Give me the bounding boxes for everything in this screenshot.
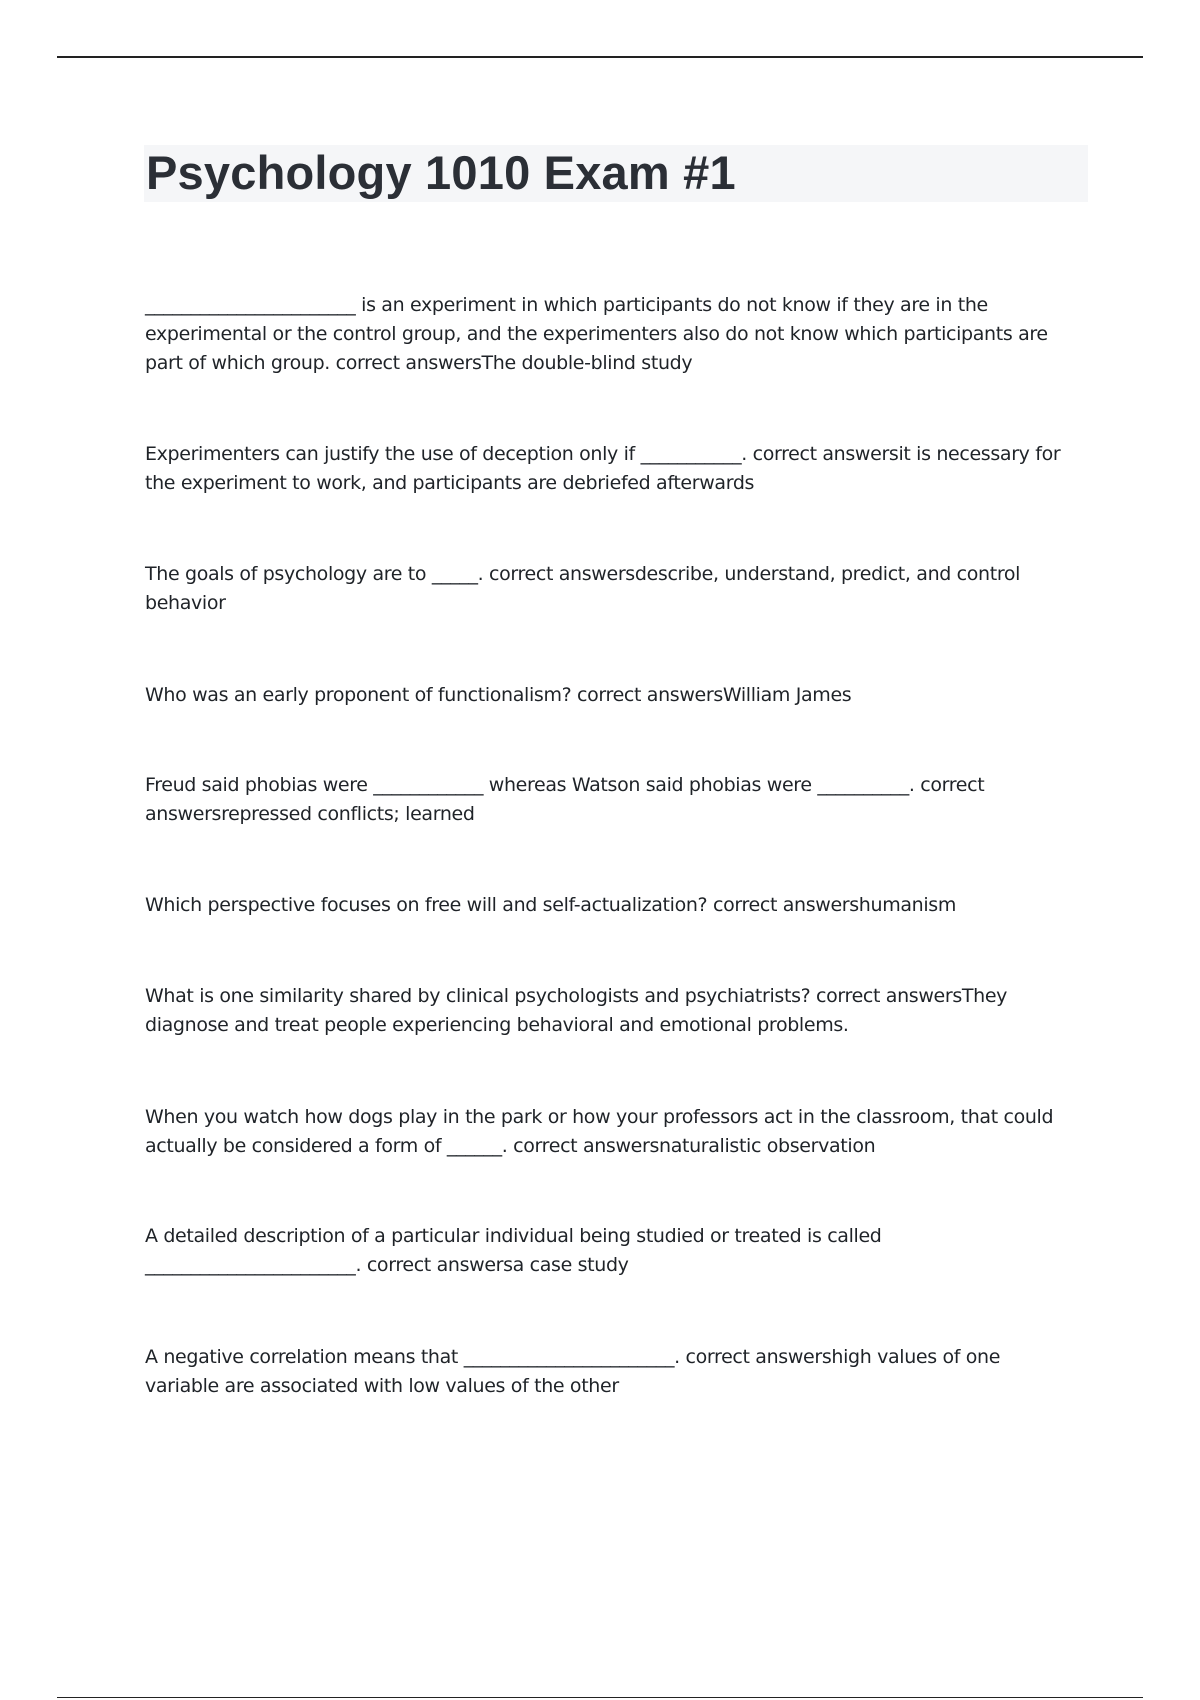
page-title: Psychology 1010 Exam #1 <box>146 146 736 199</box>
question-item: Freud said phobias were ____________ whereas Watson said phobias were __________. correct answersrepressed conflicts; learned <box>145 774 985 825</box>
question-item: The goals of psychology are to _____. correct answersdescribe, understand, predict, and control behavior <box>145 563 1021 614</box>
question-item: A negative correlation means that _______________________. correct answershigh values of one variable are associated with low values of the other <box>145 1346 1001 1397</box>
question-item: Which perspective focuses on free will and self-actualization? correct answershumanism <box>145 894 956 916</box>
question-item: What is one similarity shared by clinical psychologists and psychiatrists? correct answersThey diagnose and treat people experiencing behavioral and emotional problems. <box>145 985 1008 1036</box>
top-rule <box>57 56 1143 58</box>
question-item: A detailed description of a particular individual being studied or treated is called _______________________. correct answersa case study <box>145 1225 882 1276</box>
question-item: When you watch how dogs play in the park or how your professors act in the classroom, that could actually be considered a form of ______. correct answersnaturalistic observation <box>145 1106 1054 1157</box>
question-item: Who was an early proponent of functionalism? correct answersWilliam James <box>145 684 852 706</box>
question-item: _______________________ is an experiment in which participants do not know if they are in the experimental or the control group, and the experimenters also do not know which participants are part of which group. correct answersThe double-blind study <box>145 294 1048 374</box>
bottom-rule <box>57 1697 1143 1698</box>
question-item: Experimenters can justify the use of deception only if ___________. correct answersit is necessary for the experiment to work, and participants are debriefed afterwards <box>145 443 1061 494</box>
